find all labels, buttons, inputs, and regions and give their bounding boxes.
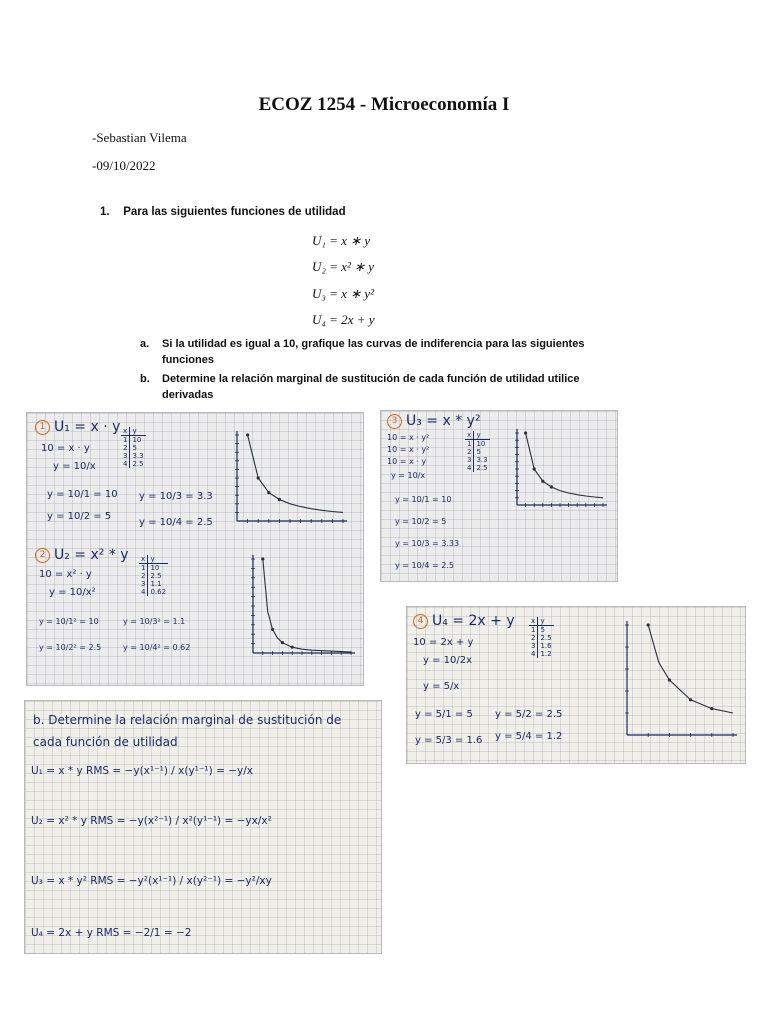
u1-line-1: 10 = x · y	[41, 443, 90, 454]
u4-heading-text: U₄ = 2x + y	[432, 613, 515, 629]
curve-point	[668, 678, 671, 681]
table-row	[139, 572, 168, 580]
u3-number-circle: 3	[387, 414, 402, 429]
table-cell-y: 2.5	[132, 460, 144, 468]
u2-value-table	[139, 555, 168, 596]
u1-number-circle: 1	[35, 420, 50, 435]
table-cell-y: y	[538, 617, 554, 626]
u4-line-6: y = 5/3 = 1.6	[415, 735, 483, 746]
part-b-text: Determine la relación marginal de sustitución de cada función de utilidad utilice derivadas	[162, 373, 580, 401]
part-a-text: Si la utilidad es igual a 10, grafique las curvas de indiferencia para las siguientes funciones	[162, 338, 585, 366]
u4-line-4: y = 5/1 = 5	[415, 709, 473, 720]
curve-point	[524, 431, 527, 434]
u3-heading-text: U₃ = x * y²	[406, 413, 481, 429]
table-row	[465, 464, 490, 472]
u1-line-4: y = 10/2 = 5	[47, 511, 112, 522]
table-row	[139, 564, 168, 573]
part-a	[140, 336, 600, 368]
rms-u3: U₃ = x * y² RMS = −y²(x¹⁻¹) / x(y²⁻¹) = −y²/xy	[31, 875, 272, 887]
table-cell-x: 2	[465, 448, 474, 456]
u1-value-table	[121, 427, 146, 468]
curve-point	[267, 491, 270, 494]
part-b-heading: b. Determine la relación marginal de sustitución de cada función de utilidad	[33, 713, 342, 749]
table-cell-y: 5	[540, 626, 545, 634]
table-cell-x: 1	[139, 564, 148, 573]
table-cell-x: 2	[139, 572, 148, 580]
curve-point	[278, 498, 281, 501]
u3-indifference-curve-plot	[509, 425, 611, 515]
utility-equation-1: U₁ = x ∗ y	[312, 233, 371, 248]
u2-indifference-curve-plot	[245, 551, 359, 663]
utility-equation-3: U₃ = x ∗ y²	[312, 286, 375, 301]
table-cell-y: y	[148, 555, 168, 564]
u2-line-6: y = 10/4² = 0.62	[123, 643, 191, 652]
rms-u4: U₄ = 2x + y RMS = −2/1 = −2	[31, 927, 192, 939]
handwritten-photo-u1-u2	[26, 412, 364, 686]
table-cell-y: 1.2	[540, 650, 552, 658]
indifference-curve	[526, 433, 603, 498]
table-cell-x: 2	[529, 634, 538, 642]
curve-point	[291, 646, 294, 649]
table-cell-y: y	[130, 427, 146, 436]
table-row	[121, 460, 146, 468]
u3-line-1: 10 = x · y²	[387, 433, 430, 442]
table-cell-x: 4	[139, 588, 148, 596]
handwritten-photo-u3	[380, 410, 618, 582]
part-b-label: b.	[140, 373, 150, 385]
document-title: ECOZ 1254 - Microeconomía I	[258, 94, 510, 115]
u2-heading-text: U₂ = x² * y	[54, 547, 129, 563]
curve-point	[689, 698, 692, 701]
u4-line-7: y = 5/4 = 1.2	[495, 731, 563, 742]
curve-point	[533, 467, 536, 470]
handwritten-photo-part-b	[24, 700, 382, 954]
u1-indifference-curve-plot	[229, 427, 351, 531]
u4-number-circle: 4	[413, 614, 428, 629]
table-cell-x: 4	[121, 460, 130, 468]
table-cell-y: 5	[132, 444, 137, 452]
question-number: 1.	[100, 206, 110, 218]
table-row	[139, 580, 168, 588]
table-cell-y: 3.3	[132, 452, 144, 460]
u2-line-5: y = 10/3² = 1.1	[123, 617, 186, 626]
table-cell-y: 10	[132, 436, 142, 444]
table-cell-y: y	[474, 431, 490, 440]
curve-point	[257, 476, 260, 479]
u4-line-2: y = 10/2x	[423, 655, 473, 666]
table-row	[529, 634, 554, 642]
table-row	[529, 642, 554, 650]
handwritten-photo-u4	[406, 606, 746, 764]
u4-indifference-curve-plot	[619, 617, 741, 745]
question-text: Para las siguientes funciones de utilidad	[123, 206, 346, 218]
table-row	[465, 448, 490, 456]
u2-line-4: y = 10/2² = 2.5	[39, 643, 102, 652]
table-cell-y: 3.3	[476, 456, 488, 464]
table-cell-y: 10	[150, 564, 160, 572]
u4-line-3: y = 5/x	[423, 681, 460, 692]
table-cell-x: 3	[529, 642, 538, 650]
u3-line-6: y = 10/2 = 5	[395, 517, 447, 526]
table-cell-x: x	[121, 427, 130, 436]
table-cell-x: x	[529, 617, 538, 626]
table-cell-y: 1.6	[540, 642, 552, 650]
table-row	[121, 436, 146, 445]
table-cell-x: 1	[529, 626, 538, 635]
table-cell-x: 2	[121, 444, 130, 452]
table-cell-y: 10	[476, 440, 486, 448]
curve-point	[647, 623, 650, 626]
curve-point	[541, 480, 544, 483]
u2-number-circle: 2	[35, 548, 50, 563]
table-header-row	[139, 555, 168, 564]
table-cell-y: 2.5	[540, 634, 552, 642]
table-row	[529, 650, 554, 658]
table-row	[465, 440, 490, 449]
table-cell-x: 3	[465, 456, 474, 464]
table-cell-y: 2.5	[150, 572, 162, 580]
document-date: -09/10/2022	[92, 158, 156, 173]
curve-point	[550, 485, 553, 488]
table-cell-x: 3	[139, 580, 148, 588]
table-cell-x: x	[465, 431, 474, 440]
u2-line-2: y = 10/x²	[49, 587, 96, 598]
table-cell-x: 3	[121, 452, 130, 460]
u3-line-4: y = 10/x	[391, 471, 426, 480]
u3-line-2: 10 = x · y²	[387, 445, 430, 454]
u3-heading	[387, 413, 481, 429]
table-cell-x: 4	[465, 464, 474, 472]
table-header-row	[529, 617, 554, 626]
table-cell-y: 0.62	[150, 588, 167, 596]
table-row	[121, 452, 146, 460]
table-cell-x: 4	[529, 650, 538, 658]
u4-heading	[413, 613, 515, 629]
rms-u1: U₁ = x * y RMS = −y(x¹⁻¹) / x(y¹⁻¹) = −y/x	[31, 765, 253, 777]
table-header-row	[465, 431, 490, 440]
table-cell-x: x	[139, 555, 148, 564]
part-b	[140, 371, 600, 403]
indifference-curve	[248, 435, 343, 512]
u2-heading	[35, 547, 129, 563]
table-row	[465, 456, 490, 464]
table-row	[139, 588, 168, 596]
table-header-row	[121, 427, 146, 436]
table-row	[121, 444, 146, 452]
rms-u2: U₂ = x² * y RMS = −y(x²⁻¹) / x²(y¹⁻¹) = −yx/x²	[31, 815, 272, 827]
u3-line-7: y = 10/3 = 3.33	[395, 539, 460, 548]
table-row	[529, 626, 554, 635]
u1-line-6: y = 10/4 = 2.5	[139, 517, 213, 528]
u1-heading-text: U₁ = x · y	[54, 419, 121, 435]
curve-point	[246, 433, 249, 436]
u2-line-1: 10 = x² · y	[39, 569, 92, 580]
u4-value-table	[529, 617, 554, 658]
u3-line-5: y = 10/1 = 10	[395, 495, 452, 504]
table-cell-x: 1	[465, 440, 474, 449]
question-1	[100, 206, 346, 218]
u4-line-1: 10 = 2x + y	[413, 637, 474, 648]
curve-point	[281, 641, 284, 644]
u1-line-5: y = 10/3 = 3.3	[139, 491, 213, 502]
u1-line-2: y = 10/x	[53, 461, 96, 472]
u3-line-3: 10 = x · y	[387, 457, 427, 466]
u3-line-8: y = 10/4 = 2.5	[395, 561, 454, 570]
utility-equation-4: U₄ = 2x + y	[312, 312, 375, 327]
indifference-curve	[263, 559, 351, 652]
table-cell-y: 5	[476, 448, 481, 456]
u3-value-table	[465, 431, 490, 472]
curve-point	[271, 628, 274, 631]
utility-equation-2: U₂ = x² ∗ y	[312, 259, 375, 274]
table-cell-x: 1	[121, 436, 130, 445]
curve-point	[261, 557, 264, 560]
u1-heading	[35, 419, 120, 435]
table-cell-y: 1.1	[150, 580, 162, 588]
u1-line-3: y = 10/1 = 10	[47, 489, 118, 500]
u4-line-5: y = 5/2 = 2.5	[495, 709, 563, 720]
author-name: -Sebastian Vilema	[92, 130, 187, 145]
u2-line-3: y = 10/1² = 10	[39, 617, 99, 626]
curve-point	[710, 707, 713, 710]
part-a-label: a.	[140, 338, 150, 350]
table-cell-y: 2.5	[476, 464, 488, 472]
